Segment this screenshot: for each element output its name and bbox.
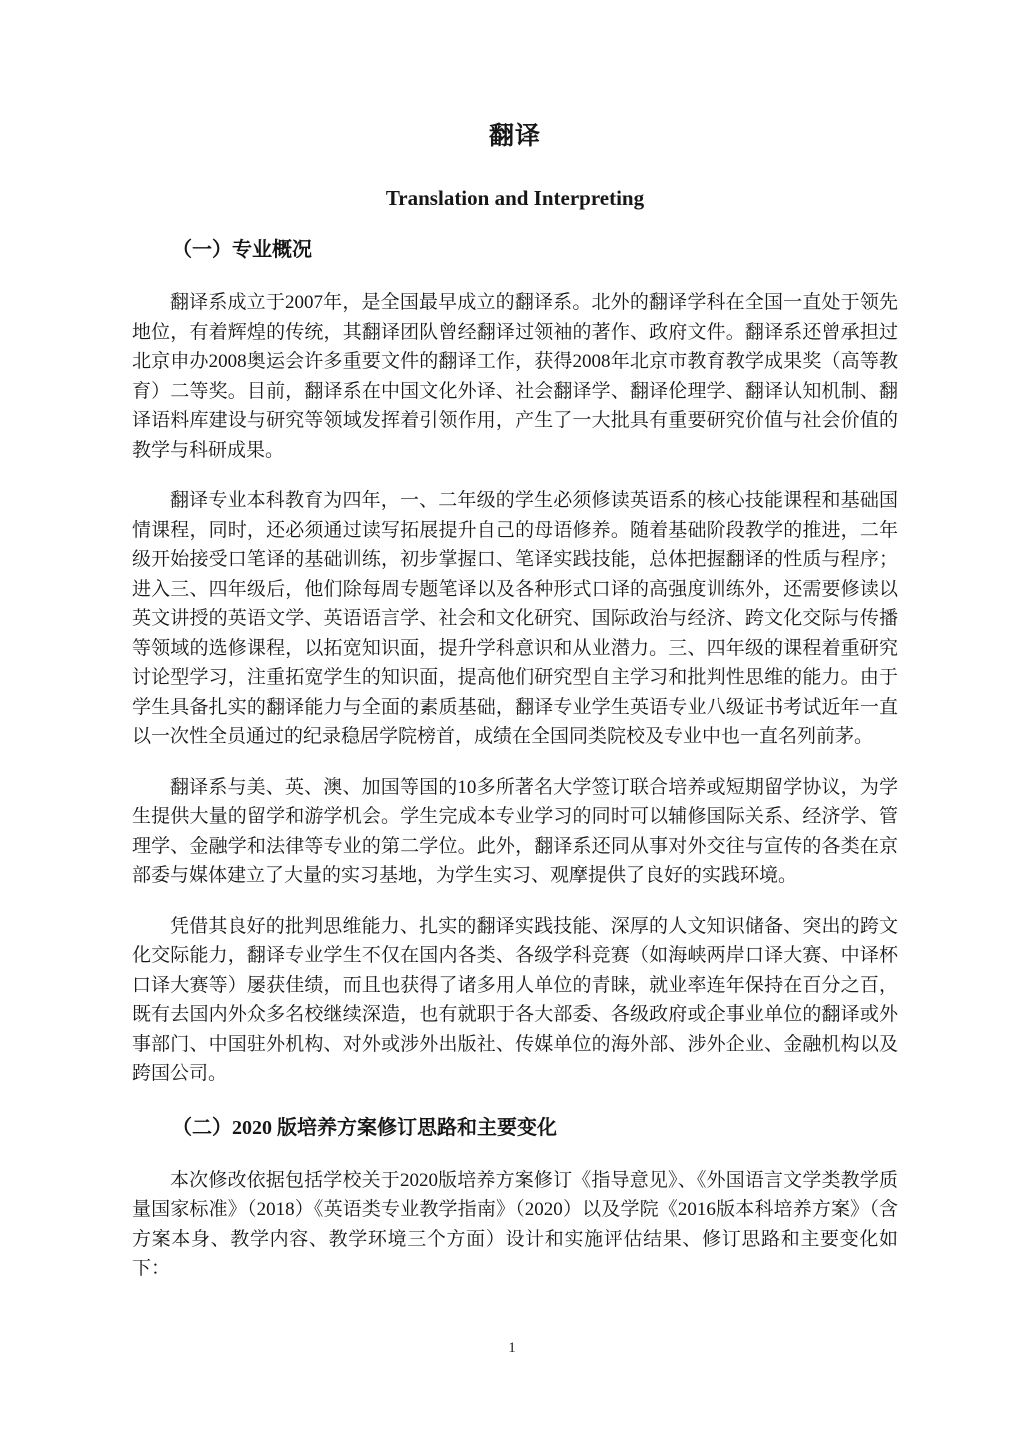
page-number: 1: [508, 1340, 516, 1356]
document-subtitle: Translation and Interpreting: [385, 186, 645, 210]
document-content: [132, 0, 898, 1284]
section-heading-2: （二）2020 版培养方案修订思路和主要变化: [172, 1116, 557, 1139]
section-1-paragraph-3: 翻译系与美、英、澳、加国等国的10多所著名大学签订联合培养或短期留学协议，为学生提供大量的留学和游学机会。学生完成本专业学习的同时可以辅修国际关系、经济学、管理学、金融学和法律等专业的第二学位。此外，翻译系还同从事对外交往与宣传的各类在京部委与媒体建立了大量的实习基地，为学生实习、观摩提供了良好的实践环境。: [132, 776, 898, 886]
section-heading-1: （一）专业概况: [172, 239, 312, 261]
document-title: 翻译: [488, 123, 541, 150]
section-1-paragraph-2: 翻译专业本科教育为四年，一、二年级的学生必须修读英语系的核心技能课程和基础国情课程，同时，还必须通过读写拓展提升自己的母语修养。随着基础阶段教学的推进，二年级开始接受口笔译的基础训练，初步掌握口、笔译实践技能，总体把握翻译的性质与程序；进入三、四年级后，他们除每周专题笔译以及各种形式口译的高强度训练外，还需要修读以英文讲授的英语文学、英语语言学、社会和文化研究、国际政治与经济、跨文化交际与传播等领域的选修课程，以拓宽知识面，提升学科意识和从业潜力。三、四年级的课程着重研究讨论型学习，注重拓宽学生的知识面，提高他们研究型自主学习和批判性思维的能力。由于学生具备扎实的翻译能力与全面的素质基础，翻译专业学生英语专业八级证书考试近年一直以一次性全员通过的纪录稳居学院榜首，成绩在全国同类院校及专业中也一直名列前茅。: [132, 490, 898, 747]
section-1-paragraph-1: 翻译系成立于2007年，是全国最早成立的翻译系。北外的翻译学科在全国一直处于领先地位，有着辉煌的传统，其翻译团队曾经翻译过领袖的著作、政府文件。翻译系还曾承担过北京申办2008奥运会许多重要文件的翻译工作，获得2008年北京市教育教学成果奖（高等教育）二等奖。目前，翻译系在中国文化外译、社会翻译学、翻译伦理学、翻译认知机制、翻译语料库建设与研究等领域发挥着引领作用，产生了一大批具有重要研究价值与社会价值的教学与科研成果。: [132, 292, 898, 461]
section-2-paragraph-1: 本次修改依据包括学校关于2020版培养方案修订《指导意见》、《外国语言文学类教学质量国家标准》（2018）《英语类专业教学指南》（2020）以及学院《2016版本科培养方案》（含方案本身、教学内容、教学环境三个方面）设计和实施评估结果、修订思路和主要变化如下：: [132, 1169, 898, 1279]
section-1-paragraph-4: 凭借其良好的批判思维能力、扎实的翻译实践技能、深厚的人文知识储备、突出的跨文化交际能力，翻译专业学生不仅在国内各类、各级学科竞赛（如海峡两岸口译大赛、中译杯口译大赛等）屡获佳绩，而且也获得了诸多用人单位的青睐，就业率连年保持在百分之百，既有去国内外众多名校继续深造，也有就职于各大部委、各级政府或企事业单位的翻译或外事部门、中国驻外机构、对外或涉外出版社、传媒单位的海外部、涉外企业、金融机构以及跨国公司。: [132, 915, 898, 1084]
